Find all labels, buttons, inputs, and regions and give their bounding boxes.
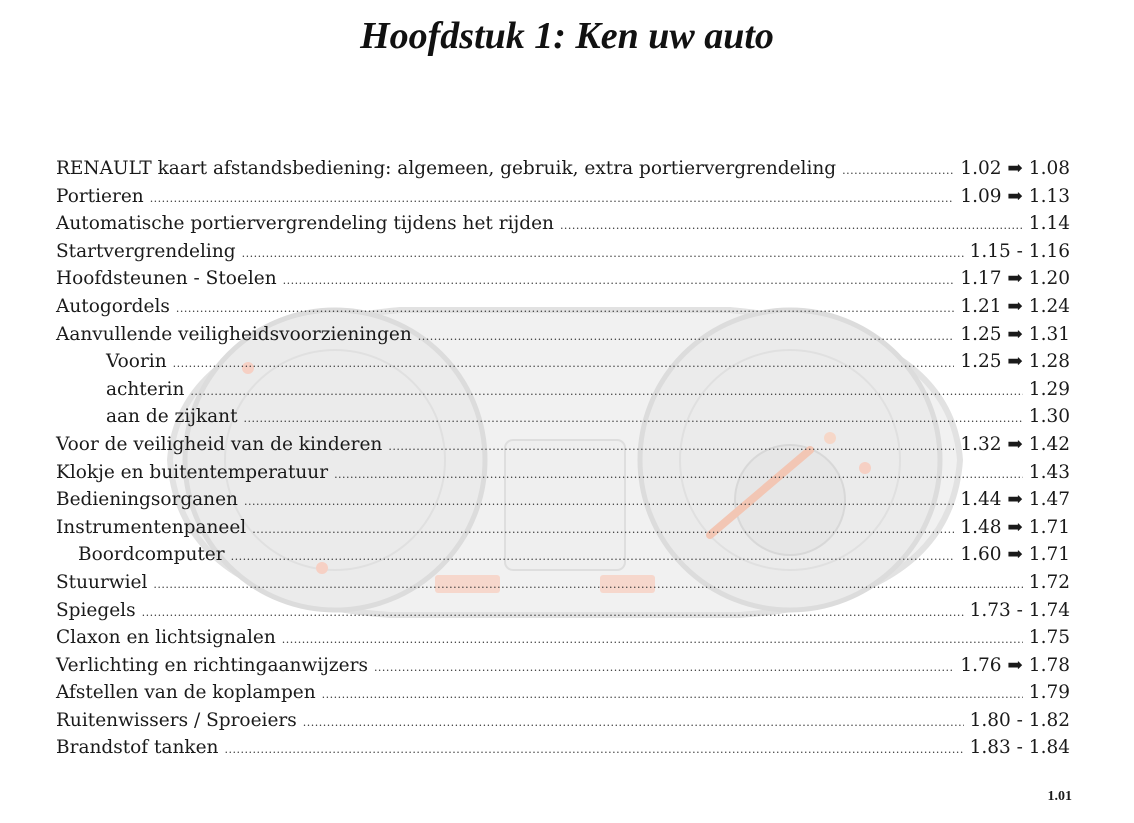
toc-entry-label: Klokje en buitentemperatuur [56, 461, 329, 483]
toc-entry-label: Spiegels [56, 599, 136, 621]
toc-entry-label: Stuurwiel [56, 571, 148, 593]
toc-entry-label: Voorin [106, 351, 167, 373]
toc-entry-pages: 1.25 ➡ 1.31 [960, 323, 1070, 345]
dot-leader [418, 330, 955, 343]
toc-entry[interactable] [56, 655, 1070, 683]
toc-entry-label: RENAULT kaart afstandsbediening: algemeen, gebruik, extra portiervergrendeling [56, 158, 837, 179]
dot-leader [231, 550, 955, 563]
toc-entry[interactable] [56, 710, 1070, 738]
toc-entry[interactable] [56, 324, 1070, 352]
dot-leader [242, 247, 964, 260]
toc-entry-label: Bedieningsorganen [56, 489, 238, 511]
toc-entry[interactable] [56, 462, 1070, 490]
toc-entry[interactable] [56, 186, 1070, 214]
page-title: Hoofdstuk 1: Ken uw auto [360, 15, 774, 57]
toc-entry-pages: 1.72 [1028, 571, 1070, 593]
toc-entry-pages: 1.75 [1028, 627, 1070, 649]
dot-leader [842, 164, 954, 177]
dot-leader [176, 302, 954, 315]
dot-leader [303, 716, 964, 729]
dot-leader [283, 274, 955, 287]
toc-entry-label: Autogordels [56, 295, 170, 317]
toc-entry-pages: 1.29 [1028, 378, 1070, 400]
toc-entry-pages: 1.09 ➡ 1.13 [960, 185, 1070, 207]
toc-entry-pages: 1.21 ➡ 1.24 [960, 295, 1070, 317]
toc-entry[interactable] [56, 434, 1070, 462]
toc-entry[interactable] [56, 296, 1070, 324]
toc-entry[interactable] [56, 241, 1070, 269]
toc-entry-pages: 1.80 - 1.82 [969, 709, 1070, 731]
dot-leader [282, 633, 1023, 646]
table-of-contents [56, 158, 1070, 765]
toc-entry[interactable] [56, 627, 1070, 655]
toc-entry-pages: 1.79 [1028, 682, 1070, 704]
toc-entry-pages: 1.17 ➡ 1.20 [960, 268, 1070, 290]
dot-leader [173, 357, 955, 370]
toc-entry[interactable] [56, 682, 1070, 710]
dot-leader [322, 688, 1023, 701]
toc-entry-label: achterin [106, 378, 185, 400]
toc-entry-pages: 1.14 [1028, 213, 1070, 235]
toc-entry[interactable] [56, 379, 1070, 407]
toc-entry-label: aan de zijkant [106, 406, 238, 428]
dot-leader [224, 743, 963, 756]
toc-entry[interactable] [56, 489, 1070, 517]
toc-entry-label: Aanvullende veiligheidsvoorzieningen [56, 323, 412, 345]
toc-entry-label: Afstellen van de koplampen [56, 682, 316, 704]
toc-entry-pages: 1.30 [1028, 406, 1070, 428]
toc-entry-pages: 1.02 ➡ 1.08 [960, 158, 1070, 179]
dot-leader [150, 192, 955, 205]
dot-leader [374, 661, 954, 674]
toc-entry-label: Ruitenwissers / Sproeiers [56, 709, 297, 731]
dot-leader [560, 219, 1023, 232]
toc-entry-label: Hoofdsteunen - Stoelen [56, 268, 277, 290]
toc-entry-pages: 1.60 ➡ 1.71 [960, 544, 1070, 566]
toc-entry-pages: 1.32 ➡ 1.42 [960, 433, 1070, 455]
dot-leader [190, 385, 1022, 398]
toc-entry-label: Claxon en lichtsignalen [56, 627, 276, 649]
toc-entry-pages: 1.44 ➡ 1.47 [960, 489, 1070, 511]
toc-entry-label: Portieren [56, 185, 144, 207]
toc-entry[interactable] [56, 158, 1070, 186]
toc-entry-pages: 1.83 - 1.84 [969, 737, 1070, 759]
toc-entry[interactable] [56, 544, 1070, 572]
toc-entry[interactable] [56, 517, 1070, 545]
toc-entry-pages: 1.73 - 1.74 [969, 599, 1070, 621]
toc-entry[interactable] [56, 213, 1070, 241]
toc-entry-label: Startvergrendeling [56, 240, 236, 262]
dot-leader [142, 606, 964, 619]
dot-leader [334, 468, 1023, 481]
toc-entry[interactable] [56, 351, 1070, 379]
toc-entry-pages: 1.76 ➡ 1.78 [960, 654, 1070, 676]
toc-entry[interactable] [56, 737, 1070, 765]
toc-entry-pages: 1.48 ➡ 1.71 [960, 516, 1070, 538]
toc-entry[interactable] [56, 600, 1070, 628]
toc-entry-label: Voor de veiligheid van de kinderen [56, 433, 383, 455]
toc-entry-label: Verlichting en richtingaanwijzers [56, 654, 368, 676]
dot-leader [153, 578, 1022, 591]
toc-entry[interactable] [56, 572, 1070, 600]
toc-entry[interactable] [56, 406, 1070, 434]
dot-leader [244, 412, 1023, 425]
page-number: 1.01 [1047, 789, 1072, 804]
toc-entry-label: Brandstof tanken [56, 737, 219, 759]
toc-entry-label: Boordcomputer [78, 544, 225, 566]
toc-entry-pages: 1.25 ➡ 1.28 [960, 351, 1070, 373]
toc-entry-pages: 1.15 - 1.16 [969, 240, 1070, 262]
toc-entry[interactable] [56, 268, 1070, 296]
dot-leader [244, 495, 954, 508]
dot-leader [388, 440, 954, 453]
dot-leader [252, 523, 954, 536]
toc-entry-pages: 1.43 [1028, 461, 1070, 483]
toc-entry-label: Automatische portiervergrendeling tijdens het rijden [56, 213, 554, 235]
toc-entry-label: Instrumentenpaneel [56, 516, 247, 538]
